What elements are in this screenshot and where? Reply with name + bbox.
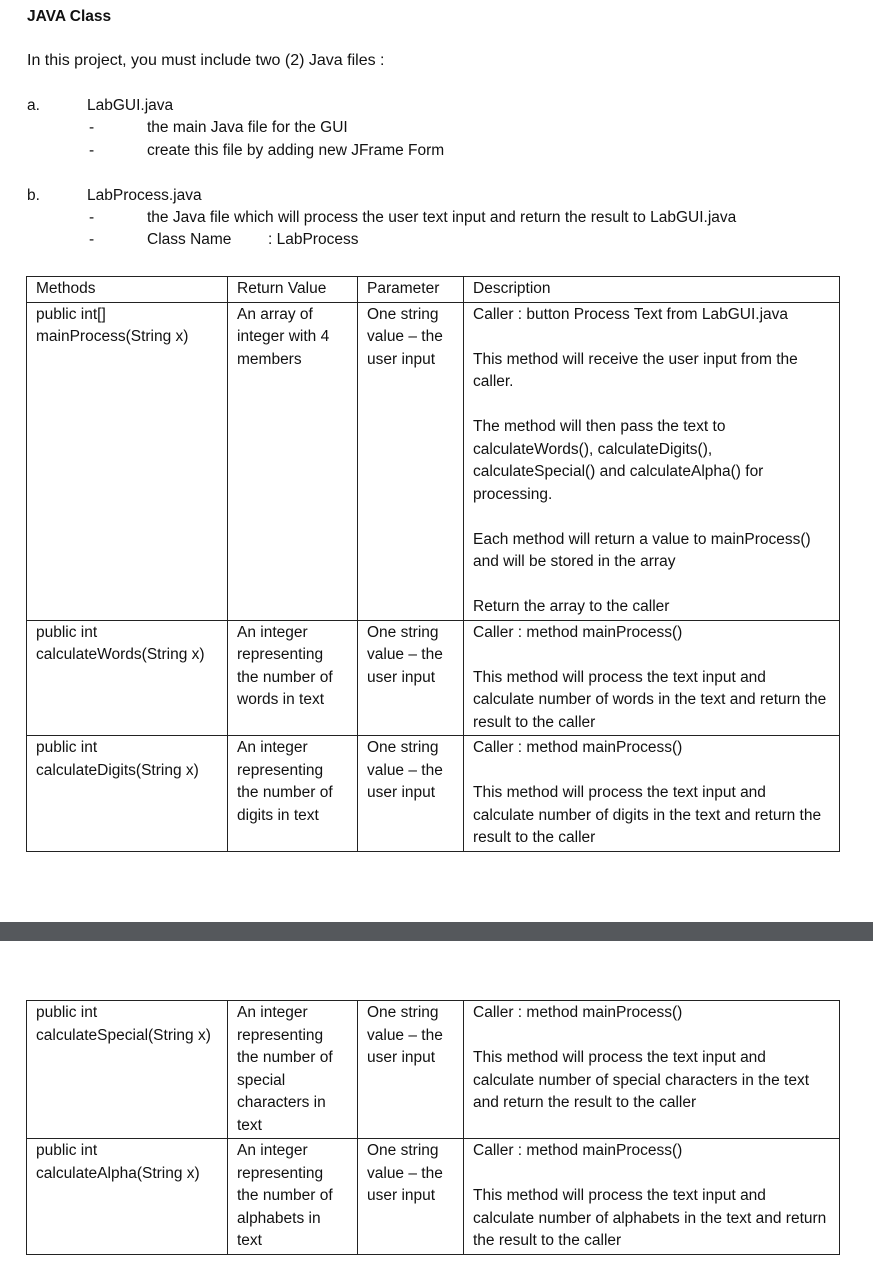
- class-name-label: Class Name: [147, 231, 232, 248]
- description-caller: Caller : method mainProcess(): [473, 739, 683, 756]
- header-methods: Methods: [27, 277, 228, 303]
- list-marker-b: b.: [27, 187, 40, 204]
- bullet-dash: -: [89, 209, 95, 226]
- bullet-text: the Java file which will process the user text input and return the result to LabGUI.java: [147, 209, 737, 226]
- table-header-row: [27, 277, 840, 303]
- table-row: [27, 302, 840, 620]
- parameter: One string value – the user input: [358, 302, 464, 620]
- description: [464, 736, 840, 852]
- bullet-text: the main Java file for the GUI: [147, 119, 348, 136]
- description-caller: Caller : method mainProcess(): [473, 1142, 683, 1159]
- class-name-value: : LabProcess: [268, 231, 359, 248]
- bullet-dash: -: [89, 231, 95, 248]
- method-signature: public int calculateSpecial(String x): [27, 1001, 228, 1139]
- description: [464, 620, 840, 736]
- table-row: [27, 736, 840, 852]
- description-paragraph: Return the array to the caller: [473, 598, 670, 615]
- method-signature: public int calculateAlpha(String x): [27, 1139, 228, 1255]
- description: [464, 1001, 840, 1139]
- description-paragraph: Each method will return a value to mainProcess() and will be stored in the array: [473, 530, 811, 570]
- return-value: An integer representing the number of digits in text: [228, 736, 358, 852]
- method-signature: public int calculateDigits(String x): [27, 736, 228, 852]
- method-signature: public int calculateWords(String x): [27, 620, 228, 736]
- table-row: [27, 1001, 840, 1139]
- methods-table: [26, 276, 840, 852]
- parameter: One string value – the user input: [358, 1139, 464, 1255]
- page-break-divider: [0, 922, 873, 941]
- header-parameter: Parameter: [358, 277, 464, 303]
- description-paragraph: This method will receive the user input from the caller.: [473, 350, 798, 390]
- description-paragraph: The method will then pass the text to calculateWords(), calculateDigits(), calculateSpecial() and calculateAlpha() for processing.: [473, 418, 764, 503]
- list-marker-a: a.: [27, 97, 40, 114]
- file-name-labprocess: LabProcess.java: [87, 187, 202, 204]
- description-paragraph: This method will process the text input and calculate number of special characters in the text and return the result to the caller: [473, 1049, 810, 1111]
- bullet-dash: -: [89, 142, 95, 159]
- parameter: One string value – the user input: [358, 736, 464, 852]
- return-value: An array of integer with 4 members: [228, 302, 358, 620]
- header-description: Description: [464, 277, 840, 303]
- bullet-text: create this file by adding new JFrame Form: [147, 142, 445, 159]
- description-caller: Caller : method mainProcess(): [473, 623, 683, 641]
- table-row: [27, 620, 840, 736]
- return-value: An integer representing the number of words in text: [228, 620, 358, 736]
- description: [464, 1139, 840, 1255]
- description: [464, 302, 840, 620]
- table-row: [27, 1139, 840, 1255]
- return-value: An integer representing the number of special characters in text: [228, 1001, 358, 1139]
- description-caller: Caller : button Process Text from LabGUI.java: [473, 305, 789, 323]
- header-return-value: Return Value: [228, 277, 358, 303]
- intro-text: In this project, you must include two (2) Java files :: [27, 52, 385, 69]
- method-signature: public int[] mainProcess(String x): [27, 302, 228, 620]
- description-paragraph: This method will process the text input and calculate number of alphabets in the text and return the result to the caller: [473, 1187, 827, 1249]
- return-value: An integer representing the number of alphabets in text: [228, 1139, 358, 1255]
- description-caller: Caller : method mainProcess(): [473, 1004, 683, 1021]
- file-name-labgui: LabGUI.java: [87, 97, 174, 114]
- description-paragraph: This method will process the text input and calculate number of digits in the text and return the result to the caller: [473, 784, 822, 846]
- description-paragraph: This method will process the text input and calculate number of words in the text and return the result to the caller: [473, 668, 827, 731]
- parameter: One string value – the user input: [358, 620, 464, 736]
- methods-table-continued: [26, 1000, 840, 1255]
- parameter: One string value – the user input: [358, 1001, 464, 1139]
- page-heading: JAVA Class: [27, 8, 112, 25]
- bullet-dash: -: [89, 119, 95, 136]
